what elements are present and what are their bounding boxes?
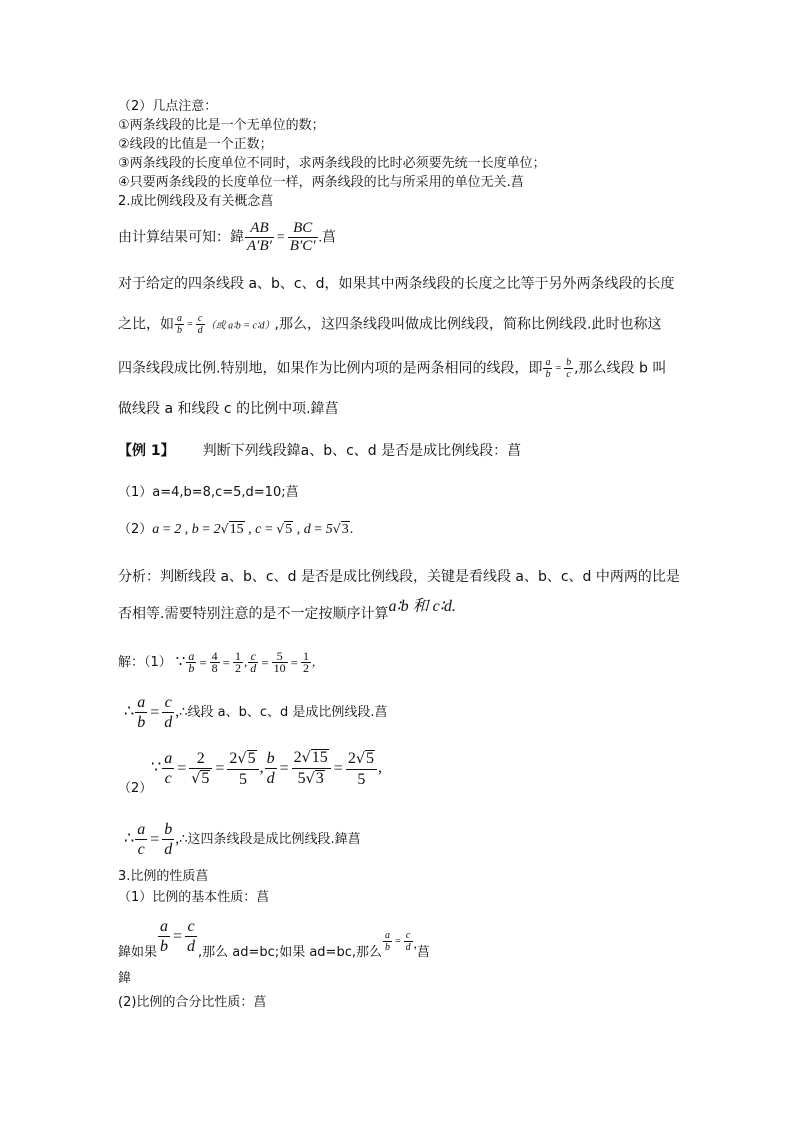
property-1-statement: 鍏如果 $\frac{a}{b}$ = $\frac{c}{d}$ ,那么 ad=bc;如果 ad=bc,那么 $\frac{a}{b}$ $_=$ $\frac{c}{d}$ ,菖 — [118, 918, 430, 960]
example-label: 【例 1】 — [118, 443, 175, 459]
example-question: 判断下列线段鍏a、b、c、d 是否是成比例线段：菖 — [202, 443, 522, 459]
def-text-a: 之比，如 — [118, 316, 174, 333]
analysis-line-2 — [118, 598, 456, 623]
frac-5-10: $\frac{5}{10}$ — [273, 649, 286, 675]
property-tail: 菖 — [416, 945, 430, 960]
frac-a-b-prop: $\frac{a}{b}$ — [160, 918, 169, 955]
frac-2-root5: $\frac{2}{√5}$ — [189, 749, 212, 789]
frac-c-d-small: $\frac{c}{d}$ — [405, 930, 411, 953]
property-2-heading: (2)比例的合分比性质：菖 — [118, 995, 267, 1010]
frac-a-c: $\frac{a}{c}$ — [164, 750, 173, 787]
frac-b-d-large: $\frac{b}{d}$ — [164, 821, 173, 858]
analysis-math: a∶b 和 c∶d. — [388, 598, 456, 615]
definition-line-3: 四条线段成比例.特别地，如果作为比例内项的是两条相同的线段，即 $\frac{a}{b}$ = $\frac{b}{c}$ ,那么线段 b 叫 — [118, 357, 667, 380]
def-text-c: 四条线段成比例.特别地，如果作为比例内项的是两条相同的线段，即 — [118, 360, 543, 377]
fraction-c-over-d: $\frac{c}{d}$ — [197, 313, 203, 336]
solution-label: 解：（1） — [118, 655, 172, 670]
frac-2root5-5: $\frac{2√5}{5}$ — [227, 749, 258, 789]
note-4: ④只要两条线段的长度单位一样，两条线段的比与所采用的单位无关.菖 — [118, 175, 524, 190]
frac-2root15-5root3: $\frac{2√15}{5√3}$ — [292, 748, 331, 789]
property-if-text: 鍏如果 — [118, 945, 158, 960]
def-text-b: ,那么，这四条线段叫做成比例线段，简称比例线段.此时也称这 — [274, 316, 662, 333]
frac-1-2-b: $\frac{1}{2}$ — [302, 649, 309, 675]
note-1: ①两条线段的比是一个无单位的数； — [118, 118, 325, 133]
subheading-notes: （2）几点注意： — [118, 99, 218, 114]
solution-conclusion-1: ∴ $\frac{a}{b}$ = $\frac{c}{d}$ ,∴线段 a、b、c、d 是成比例线段.菖 — [124, 694, 388, 731]
frac-a-b-large: $\frac{a}{b}$ — [137, 694, 146, 731]
note-2: ②线段的比值是一个正数； — [118, 137, 273, 152]
frac-a-b-small: $\frac{a}{b}$ — [384, 930, 390, 953]
section-3-heading: 3.比例的性质菖 — [118, 869, 209, 884]
section-2-heading: 2.成比例线段及有关概念菖 — [118, 194, 274, 209]
fraction-bc-over-bpcp: $\frac{BC}{B'C'}$ — [289, 220, 316, 254]
example-1-heading — [118, 442, 521, 460]
fraction-a-over-b-2: $\frac{a}{b}$ — [545, 357, 551, 380]
analysis-line-1: 分析：判断线段 a、b、c、d 是否是成比例线段，关键是看线段 a、b、c、d 中两两的比是 — [118, 569, 680, 585]
frac-c-d: $\frac{c}{d}$ — [250, 649, 257, 675]
frac-c-d-prop: $\frac{c}{d}$ — [187, 918, 196, 955]
note-3: ③两条线段的长度单位不同时，求两条线段的比时必须要先统一长度单位； — [118, 156, 546, 171]
definition-line-2: 之比，如 $\frac{a}{b}$ = $\frac{c}{d}$ （或 a∶b = c∶d）,那么，这四条线段叫做成比例线段，简称比例线段.此时也称这 — [118, 313, 662, 336]
fraction-a-over-b: $\frac{a}{b}$ — [177, 313, 182, 336]
conclusion-1-text: ∴线段 a、b、c、d 是成比例线段.菖 — [179, 705, 388, 720]
frac-a-b: $\frac{a}{b}$ — [188, 649, 195, 675]
result-text: 由计算结果可知：鍏 — [118, 229, 244, 246]
frac-1-2: $\frac{1}{2}$ — [235, 649, 242, 675]
fraction-ab-over-apbp: $\frac{AB}{A'B'}$ — [247, 220, 272, 254]
property-then-text: ,那么 ad=bc;如果 ad=bc,那么 — [198, 945, 382, 960]
frac-c-d-large: $\frac{c}{d}$ — [164, 694, 173, 731]
example-part-2 — [118, 520, 353, 539]
frac-a-c-large: $\frac{a}{c}$ — [137, 821, 146, 858]
solution-part-2-label: （2） — [118, 781, 153, 796]
solution-part-1: 解：（1） ∵ $\frac{a}{b}$ = $\frac{4}{8}$ = $\frac{1}{2}$ , $\frac{c}{d}$ = $\frac{5}{10}$ = $\frac{1}{2}$ , — [118, 649, 316, 675]
part-2-values: a = 2 , b = 2√15 , c = √5 , d = 5√3. — [152, 521, 354, 537]
fraction-b-over-c: $\frac{b}{c}$ — [566, 357, 572, 380]
conclusion-2-text: ∴这四条线段是成比例线段.鍏菖 — [179, 832, 361, 847]
property-1-heading: （1）比例的基本性质：菖 — [118, 890, 270, 905]
frac-2root5-5-b: $\frac{2√5}{5}$ — [346, 749, 377, 789]
or-colon-form: （或 a∶b = c∶d） — [205, 320, 275, 332]
frac-4-8: $\frac{4}{8}$ — [211, 649, 218, 675]
stray-char: 鍏 — [118, 971, 132, 986]
definition-line-4: 做线段 a 和线段 c 的比例中项.鍏菖 — [118, 401, 339, 417]
solution-part-2-math: ∵ $\frac{a}{c}$ = $\frac{2}{√5}$ = $\frac{2√5}{5}$ , $\frac{b}{d}$ = $\frac{2√15}{5√3}$ = $\frac{2√5}{5}$ , — [151, 749, 382, 788]
definition-line-1: 对于给定的四条线段 a、b、c、d，如果其中两条线段的长度之比等于另外两条线段的长度 — [118, 276, 675, 292]
def-text-d: ,那么线段 b 叫 — [574, 360, 667, 377]
example-part-1: （1）a=4,b=8,c=5,d=10;菖 — [118, 485, 299, 500]
part-2-label: （2） — [118, 522, 153, 537]
analysis-text: 否相等.需要特别注意的是不一定按顺序计算 — [118, 606, 389, 622]
result-tail: 菖 — [322, 229, 337, 246]
ratio-result-line: 由计算结果可知：鍏 $\frac{AB}{A'B'}$ = $\frac{BC}{B'C'}$ .菖 — [118, 220, 337, 254]
frac-b-d: $\frac{b}{d}$ — [266, 750, 275, 787]
solution-conclusion-2: ∴ $\frac{a}{c}$ = $\frac{b}{d}$ ,∴这四条线段是成比例线段.鍏菖 — [124, 821, 361, 858]
